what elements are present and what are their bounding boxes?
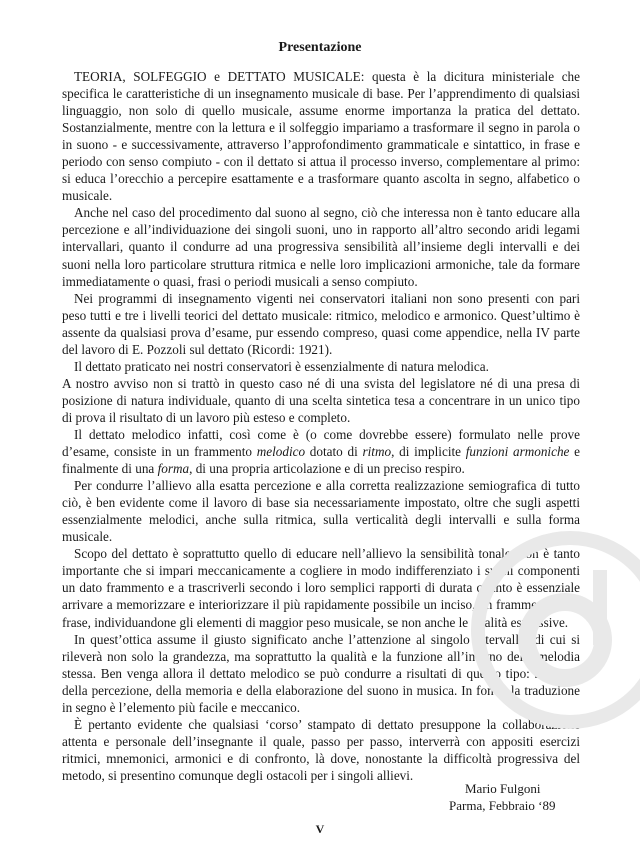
paragraph-text: Il dettato praticato nei nostri conservatori è essenzialmente di natura melodica. xyxy=(74,358,489,374)
italic-term: forma xyxy=(157,461,190,477)
paragraph xyxy=(62,375,580,426)
italic-term: ritmo xyxy=(362,444,392,460)
signature-block xyxy=(449,780,556,814)
paragraph-text: In quest’ottica assume il giusto significato anche l’attenzione al singolo intervallo, di cui si rileverà non solo la grandezza, ma soprattutto la qualità e la funzione all’interno della melodia stessa. Ben venga allora il dettato melodico se può condurre a risultati di questo tipo: sviluppo della percezione, della memoria e della elaborazione del suono in musica. In fondo la traduzione in segno è l’elemento più facile e meccanico. xyxy=(62,631,580,715)
author-name: Mario Fulgoni xyxy=(465,781,541,796)
place-date: Parma, Febbraio ‘89 xyxy=(449,798,556,813)
paragraph-text: Per condurre l’allievo alla esatta percezione e alla corretta realizzazione semiografica di tutto ciò, è ben evidente come il lavoro di base sia necessariamente impostato, oltre che sugli aspetti essenzialmente melodici, anche sulla ritmica, sulla verticalità degli intervalli e sulla forma musicale. xyxy=(62,478,580,545)
paragraph xyxy=(62,204,580,289)
italic-term: melodico xyxy=(256,444,306,460)
paragraph-text: Anche nel caso del procedimento dal suono al segno, ciò che interessa non è tanto educare alla percezione e all’individuazione dei singoli suoni, uno in rapporto all’altro secondo aridi legami intervallari, quanto il condurre ad una progressiva sensibilità all’insieme degli intervalli e dei suoni nella loro particolare struttura ritmica e nelle loro implicazioni armoniche, tale da formare immediatamente o quasi, frasi o periodi musicali a senso compiuto. xyxy=(62,205,580,289)
paragraph-text: TEORIA, SOLFEGGIO e DETTATO MUSICALE: questa è la dicitura ministeriale che specifica le caratteristiche di un insegnamento musicale di base. Per l’apprendimento di qualsiasi linguaggio, non solo di quello musicale, assume enorme importanza la pratica del dettato. Sostanzialmente, mentre con la lettura e il solfeggio impariamo a trasformare il segno in parola o in suono - e successivamente, attraverso l’approfondimento grammaticale e sintattico, in frase e periodo con senso compiuto - con il dettato si attua il processo inverso, complementare al primo: si educa l’orecchio a percepire esattamente e a trasformare quanto ascolta in segno, alfabetico o musicale. xyxy=(62,69,580,204)
page-title: Presentazione xyxy=(278,40,362,55)
italic-term: funzioni armoniche xyxy=(465,444,570,460)
watermark-logo-icon xyxy=(470,530,640,730)
paragraph-text: Nei programmi di insegnamento vigenti nei conservatori italiani non sono presenti con pari peso tutti e tre i livelli teorici del dettato musicale: ritmico, melodico e armonico. Quest’ultimo è assente da qualsiasi prova d’esame, pur essendo compreso, quasi come appendice, nella IV parte del lavoro di E. Pozzoli sul dettato (Ricordi: 1921). xyxy=(62,290,580,357)
paragraph xyxy=(62,426,580,477)
paragraph xyxy=(62,358,580,375)
paragraph-text: Il dettato melodico infatti, così come è (o come dovrebbe essere) formulato nelle prove d’esame, consiste in un frammento xyxy=(62,426,580,460)
paragraph-text: Scopo del dettato è soprattutto quello di educare nell’allievo la sensibilità tonale: non è tanto importante che si impari meccanicamente a cogliere in modo indifferenziato i suoni componenti un dato frammento e a trascriverli secondo i loro semplici rapporti di durata quanto è essenziale arrivare a memorizzare e interiorizzare il più rapidamente possibile un inciso, un frammento, una frase, individuandone gli elementi di maggior peso musicale, se non anche le qualità espressive. xyxy=(62,546,580,630)
paragraph-text: È pertanto evidente che qualsiasi ‘corso’ stampato di dettato presuppone la collaborazione attenta e personale dell’insegnante il quale, passo per passo, interverrà con appositi esercizi ritmici, mnemonici, armonici e di confronto, là dove, nonostante la difficoltà progressiva del metodo, si presentino comunque degli ostacoli per i singoli allievi. xyxy=(62,716,580,783)
page-number: V xyxy=(315,822,325,836)
paragraph-text: , di implicite xyxy=(391,444,466,460)
paragraph-text: e finalmente di una xyxy=(62,444,580,477)
paragraph-text: , di una propria articolazione e di un preciso respiro. xyxy=(189,461,465,477)
paragraph-text: dotato di xyxy=(305,444,363,460)
paragraph xyxy=(62,290,580,358)
paragraph-text: A nostro avviso non si trattò in questo caso né di una svista del legislatore né di una presa di posizione di natura individuale, quanto di una scelta sintetica tesa a concentrare in un unico tipo di prova il risultato di un lavoro più esteso e completo. xyxy=(62,375,580,425)
paragraph xyxy=(62,68,580,204)
